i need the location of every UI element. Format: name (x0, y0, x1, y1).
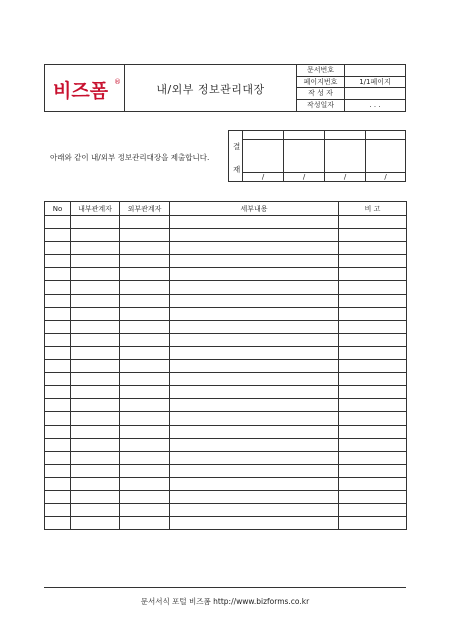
table-cell[interactable] (45, 464, 71, 477)
table-cell[interactable] (120, 490, 170, 503)
table-cell[interactable] (339, 451, 407, 464)
table-cell[interactable] (45, 333, 71, 346)
meta-value (345, 88, 405, 99)
column-header-external: 외부관계자 (120, 202, 170, 216)
approval-slot-header (325, 131, 365, 140)
table-cell[interactable] (170, 229, 339, 242)
table-row (45, 490, 407, 503)
table-cell[interactable] (339, 399, 407, 412)
table-cell[interactable] (71, 268, 120, 281)
table-cell[interactable] (170, 294, 339, 307)
table-cell[interactable] (339, 268, 407, 281)
table-cell[interactable] (45, 242, 71, 255)
table-cell[interactable] (120, 320, 170, 333)
document-header (44, 64, 406, 112)
meta-row-doc-number (297, 65, 405, 77)
approval-slot-header (366, 131, 405, 140)
approval-slot[interactable] (325, 131, 366, 181)
table-row (45, 517, 407, 530)
approval-slot-header (243, 131, 283, 140)
table-cell[interactable] (339, 517, 407, 530)
table-cell[interactable] (339, 294, 407, 307)
approval-side-top: 결 (233, 142, 241, 151)
table-cell[interactable] (170, 451, 339, 464)
table-cell[interactable] (71, 255, 120, 268)
table-cell[interactable] (120, 242, 170, 255)
table-cell[interactable] (170, 504, 339, 517)
table-cell[interactable] (71, 333, 120, 346)
table-cell[interactable] (170, 307, 339, 320)
table-row (45, 386, 407, 399)
table-cell[interactable] (339, 425, 407, 438)
table-cell[interactable] (339, 373, 407, 386)
table-cell[interactable] (120, 425, 170, 438)
table-cell[interactable] (170, 412, 339, 425)
table-cell[interactable] (71, 320, 120, 333)
table-row (45, 307, 407, 320)
page-title: 내/외부 정보관리대장 (156, 83, 265, 96)
table-row (45, 412, 407, 425)
table-cell[interactable] (71, 307, 120, 320)
footer-text: 문서서식 포털 비즈폼 http://www.bizforms.co.kr (140, 597, 310, 606)
table-cell[interactable] (339, 412, 407, 425)
table-cell[interactable] (339, 490, 407, 503)
table-cell[interactable] (339, 242, 407, 255)
column-header-no: No (45, 202, 71, 216)
table-cell[interactable] (45, 386, 71, 399)
table-row (45, 216, 407, 229)
column-header-remarks: 비 고 (339, 202, 407, 216)
table-cell[interactable] (170, 386, 339, 399)
table-cell[interactable] (120, 281, 170, 294)
table-row (45, 451, 407, 464)
table-cell[interactable] (120, 294, 170, 307)
table-cell[interactable] (120, 504, 170, 517)
table-cell[interactable] (120, 346, 170, 359)
table-cell[interactable] (45, 438, 71, 451)
table-cell[interactable] (71, 281, 120, 294)
table-cell[interactable] (71, 294, 120, 307)
table-cell[interactable] (71, 399, 120, 412)
intro-text: 아래와 같이 내/외부 정보관리대장을 제출합니다. (50, 153, 210, 162)
table-cell[interactable] (120, 255, 170, 268)
column-header-details: 세부내용 (170, 202, 339, 216)
table-cell[interactable] (120, 399, 170, 412)
table-row (45, 320, 407, 333)
table-cell[interactable] (45, 504, 71, 517)
table-cell[interactable] (120, 438, 170, 451)
table-cell[interactable] (71, 346, 120, 359)
table-row (45, 333, 407, 346)
table-cell[interactable] (120, 360, 170, 373)
table-row (45, 346, 407, 359)
table-cell[interactable] (170, 216, 339, 229)
table-cell[interactable] (45, 294, 71, 307)
table-cell[interactable] (45, 373, 71, 386)
table-cell[interactable] (45, 268, 71, 281)
title-cell (125, 65, 297, 111)
table-cell[interactable] (339, 307, 407, 320)
bizforms-logo: 비즈폼 (53, 80, 109, 102)
table-cell[interactable] (71, 373, 120, 386)
table-cell[interactable] (45, 477, 71, 490)
table-cell[interactable] (71, 464, 120, 477)
table-cell[interactable] (170, 464, 339, 477)
table-cell[interactable] (45, 425, 71, 438)
table-cell[interactable] (45, 255, 71, 268)
approval-slot-header (284, 131, 324, 140)
table-row (45, 294, 407, 307)
meta-value: . . . (369, 100, 381, 109)
table-cell[interactable] (170, 490, 339, 503)
logo-cell (45, 65, 125, 111)
approval-slot[interactable] (284, 131, 325, 181)
table-cell[interactable] (170, 438, 339, 451)
approval-slot-date: / (366, 172, 405, 181)
table-cell[interactable] (120, 333, 170, 346)
document-meta (297, 65, 405, 111)
approval-side-bottom: 재 (233, 165, 241, 174)
table-row (45, 373, 407, 386)
table-cell[interactable] (71, 425, 120, 438)
meta-row-date (297, 100, 405, 112)
info-register-table (44, 201, 407, 530)
table-row (45, 438, 407, 451)
footer-divider (44, 587, 406, 588)
table-cell[interactable] (339, 438, 407, 451)
meta-label: 작 성 자 (297, 88, 345, 99)
table-cell[interactable] (170, 360, 339, 373)
table-cell[interactable] (71, 477, 120, 490)
table-cell[interactable] (170, 477, 339, 490)
table-cell[interactable] (170, 320, 339, 333)
table-cell[interactable] (120, 464, 170, 477)
table-cell[interactable] (71, 360, 120, 373)
table-row (45, 504, 407, 517)
table-cell[interactable] (45, 451, 71, 464)
table-row (45, 255, 407, 268)
table-cell[interactable] (71, 504, 120, 517)
meta-label: 페이지번호 (297, 77, 345, 88)
table-cell[interactable] (45, 412, 71, 425)
table-body (45, 216, 407, 530)
table-cell[interactable] (120, 477, 170, 490)
approval-side-label (229, 131, 243, 181)
table-cell[interactable] (120, 517, 170, 530)
meta-row-author (297, 88, 405, 100)
table-cell[interactable] (120, 451, 170, 464)
table-cell[interactable] (71, 517, 120, 530)
table-cell[interactable] (120, 412, 170, 425)
table-cell[interactable] (45, 229, 71, 242)
table-cell[interactable] (339, 255, 407, 268)
table-cell[interactable] (71, 386, 120, 399)
table-cell[interactable] (120, 229, 170, 242)
table-cell[interactable] (71, 451, 120, 464)
table-row (45, 229, 407, 242)
column-header-internal: 내부관계자 (71, 202, 120, 216)
table-cell[interactable] (45, 320, 71, 333)
table-cell[interactable] (120, 307, 170, 320)
table-cell[interactable] (45, 360, 71, 373)
table-cell[interactable] (339, 333, 407, 346)
table-cell[interactable] (339, 477, 407, 490)
table-cell[interactable] (339, 360, 407, 373)
table-cell[interactable] (339, 320, 407, 333)
table-cell[interactable] (339, 504, 407, 517)
table-cell[interactable] (71, 229, 120, 242)
approval-box (228, 130, 406, 182)
table-cell[interactable] (170, 255, 339, 268)
table-row (45, 281, 407, 294)
table-cell[interactable] (45, 307, 71, 320)
table-cell[interactable] (170, 346, 339, 359)
table-cell[interactable] (339, 386, 407, 399)
table-cell[interactable] (71, 412, 120, 425)
table-cell[interactable] (45, 281, 71, 294)
table-cell[interactable] (71, 216, 120, 229)
table-header-row (45, 202, 407, 216)
table-cell[interactable] (120, 216, 170, 229)
table-cell[interactable] (170, 281, 339, 294)
table-cell[interactable] (71, 490, 120, 503)
table-cell[interactable] (339, 346, 407, 359)
table-row (45, 399, 407, 412)
table-cell[interactable] (170, 268, 339, 281)
meta-value: 1/1페이지 (359, 77, 391, 86)
table-row (45, 268, 407, 281)
table-cell[interactable] (45, 216, 71, 229)
meta-label: 작성일자 (297, 100, 345, 112)
meta-label: 문서번호 (297, 65, 345, 76)
table-cell[interactable] (339, 281, 407, 294)
table-row (45, 425, 407, 438)
table-cell[interactable] (71, 438, 120, 451)
table-cell[interactable] (45, 490, 71, 503)
table-cell[interactable] (45, 346, 71, 359)
table-row (45, 360, 407, 373)
table-cell[interactable] (339, 464, 407, 477)
table-row (45, 477, 407, 490)
table-cell[interactable] (170, 399, 339, 412)
table-cell[interactable] (120, 386, 170, 399)
table-cell[interactable] (71, 242, 120, 255)
table-cell[interactable] (339, 216, 407, 229)
table-cell[interactable] (170, 373, 339, 386)
registered-mark: ® (114, 78, 121, 86)
table-cell[interactable] (170, 517, 339, 530)
approval-slot[interactable] (243, 131, 284, 181)
meta-value (345, 65, 405, 76)
table-row (45, 242, 407, 255)
approval-slot-date: / (284, 172, 324, 181)
approval-slot[interactable] (366, 131, 405, 181)
table-cell[interactable] (170, 425, 339, 438)
table-cell[interactable] (45, 517, 71, 530)
table-cell[interactable] (339, 229, 407, 242)
meta-row-page-number (297, 77, 405, 89)
table-cell[interactable] (170, 333, 339, 346)
table-row (45, 464, 407, 477)
table-cell[interactable] (170, 242, 339, 255)
table-cell[interactable] (45, 399, 71, 412)
approval-slot-date: / (243, 172, 283, 181)
approval-slot-date: / (325, 172, 365, 181)
table-cell[interactable] (120, 373, 170, 386)
table-cell[interactable] (120, 268, 170, 281)
